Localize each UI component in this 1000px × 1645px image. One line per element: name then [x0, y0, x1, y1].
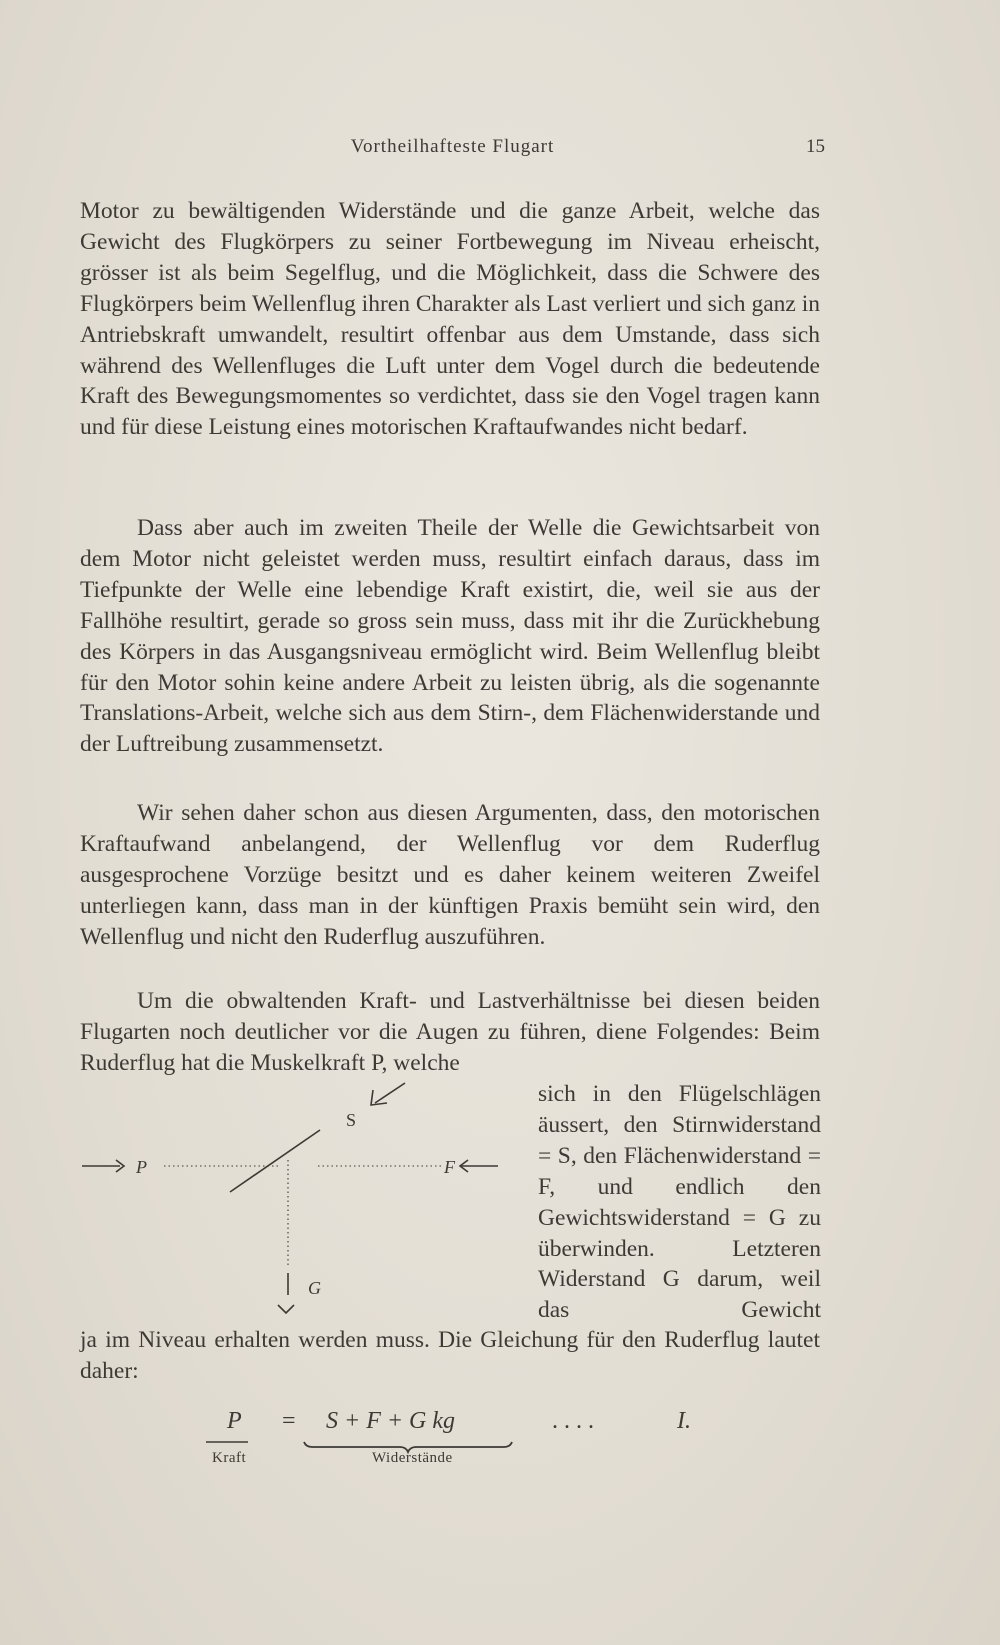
equation-dots: . . . . — [552, 1408, 594, 1434]
running-head — [80, 136, 825, 166]
label-f: F — [444, 1157, 455, 1177]
force-diagram-svg — [80, 1080, 520, 1340]
label-s: S — [346, 1110, 357, 1130]
label-widerstaende: Widerstände — [372, 1450, 453, 1466]
page-number: 15 — [806, 136, 825, 157]
label-g: G — [308, 1278, 321, 1298]
s-arrow-shaft — [375, 1083, 405, 1103]
equation-braces — [200, 1438, 540, 1458]
label-kraft: Kraft — [212, 1450, 247, 1466]
label-p: P — [136, 1157, 147, 1177]
g-arrow-head — [278, 1305, 294, 1313]
paragraph-4-wrapped-text: sich in den Flügelschlägen äussert, den Stirnwiderstand = S, den Flächenwiderstand = F, und endlich den Gewichtswiderstand = G zu überwinden. Letzteren Widerstand G darum, weil das Gewicht — [538, 1081, 821, 1324]
equation-block — [200, 1400, 720, 1470]
paragraph-2: Dass aber auch im zweiten Theile der Welle die Gewichtsarbeit von dem Motor nicht geleistet werden muss, resultirt einfach daraus, dass im Tiefpunkte der Welle eine lebendige Kraft existirt, die, weil sie aus der Fallhöhe resultirt, gerade so gross sein muss, dass mit ihr die Zurückhebung des Körpers in das Ausgangsniveau ermöglicht wird. Beim Wellenflug bleibt für den Motor sohin keine andere Arbeit zu leisten übrig, als die sogenannte Translations-Arbeit, welche sich aus dem Stirn-, dem Flächenwiderstande und der Luftreibung zusammensetzt. — [80, 515, 820, 758]
equation-lhs: P — [227, 1408, 242, 1434]
paragraph-1: Motor zu bewältigenden Widerstände und die ganze Arbeit, welche das Gewicht des Flugkörpers zu seiner Fortbewegung im Niveau erheischt, grösser ist als beim Segelflug, und die Möglichkeit, dass die Schwere des Flugkörpers beim Wellenflug ihren Charakter als Last verliert und sich ganz in Antriebskraft umwandelt, resultirt offenbar aus dem Umstande, dass sich während des Wellenfluges die Luft unter dem Vogel durch die bedeutende Kraft des Bewegungsmomentes so verdichtet, dass sie den Vogel tragen kann und für diese Leistung eines motorischen Kraftaufwandes nicht bedarf. — [80, 198, 820, 441]
running-title: Vortheilhafteste Flugart — [350, 136, 555, 157]
paragraph-4: Um die obwaltenden Kraft- und Lastverhältnisse bei diesen beiden Flugarten noch deutlicher vor die Augen zu führen, diene Folgendes: Beim Ruderflug hat die Muskelkraft P, welche — [80, 988, 820, 1076]
paragraph-3: Wir sehen daher schon aus diesen Argumenten, dass, den motorischen Kraftaufwand anbelangend, der Wellenflug vor dem Ruderflug ausgesprochene Vorzüge besitzt und es daher keinem weiteren Zweifel unterliegen kann, dass man in der künftigen Praxis bemüht sein wird, den Wellenflug und nicht den Ruderflug auszuführen. — [80, 800, 820, 950]
force-diagram — [80, 1080, 520, 1340]
wing-line — [230, 1130, 320, 1192]
equation-number: I. — [677, 1408, 691, 1434]
paragraph-5: ja im Niveau erhalten werden muss. Die Gleichung für den Ruderflug lautet daher: — [80, 1327, 820, 1384]
equation-rhs: S + F + G kg — [326, 1408, 456, 1434]
equation-equals: = — [282, 1408, 296, 1434]
